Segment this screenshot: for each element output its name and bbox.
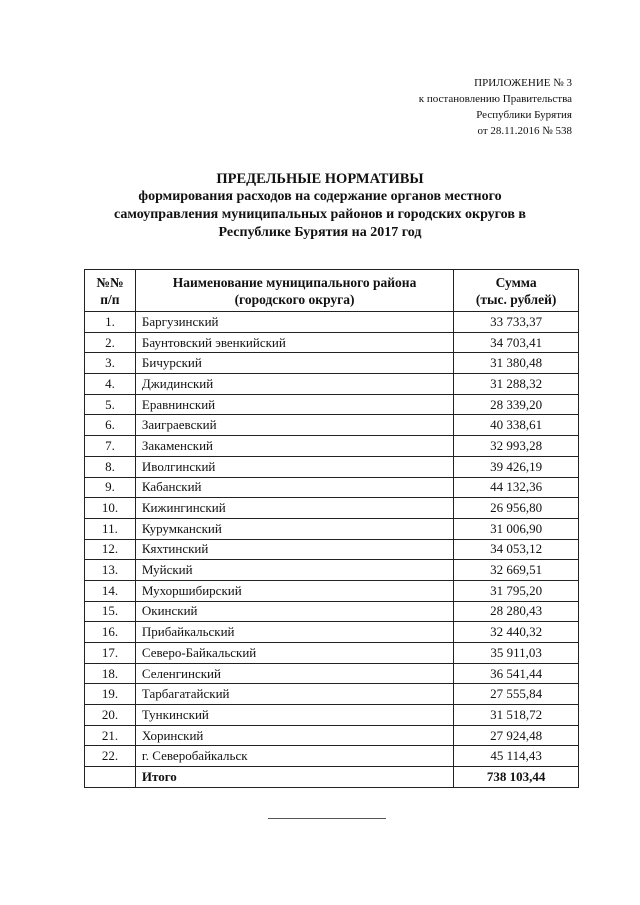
row-name: Курумканский bbox=[135, 518, 453, 539]
table-row bbox=[85, 725, 579, 746]
header-num bbox=[85, 270, 136, 312]
total-row bbox=[85, 767, 579, 788]
closing-rule bbox=[268, 818, 386, 819]
row-sum: 32 993,28 bbox=[454, 436, 579, 457]
row-sum: 32 440,32 bbox=[454, 622, 579, 643]
row-sum: 28 280,43 bbox=[454, 601, 579, 622]
table-row bbox=[85, 498, 579, 519]
row-sum: 34 053,12 bbox=[454, 539, 579, 560]
row-sum: 31 518,72 bbox=[454, 705, 579, 726]
appendix-line-resolution: к постановлению Правительства bbox=[418, 93, 572, 105]
row-number: 9. bbox=[85, 477, 136, 498]
row-name: Баунтовский эвенкийский bbox=[135, 332, 453, 353]
row-number: 22. bbox=[85, 746, 136, 767]
row-name: Кабанский bbox=[135, 477, 453, 498]
row-number: 20. bbox=[85, 705, 136, 726]
table-row bbox=[85, 518, 579, 539]
table-row bbox=[85, 684, 579, 705]
row-sum: 35 911,03 bbox=[454, 643, 579, 664]
row-sum: 31 006,90 bbox=[454, 518, 579, 539]
row-number: 16. bbox=[85, 622, 136, 643]
row-name: Иволгинский bbox=[135, 456, 453, 477]
title-line-3: самоуправления муниципальных районов и городских округов в bbox=[114, 207, 526, 222]
row-number: 2. bbox=[85, 332, 136, 353]
header-sum-line2: (тыс. рублей) bbox=[475, 291, 557, 307]
row-number: 15. bbox=[85, 601, 136, 622]
row-name: Бичурский bbox=[135, 353, 453, 374]
row-sum: 31 795,20 bbox=[454, 580, 579, 601]
row-name: Кижингинский bbox=[135, 498, 453, 519]
row-sum: 36 541,44 bbox=[454, 663, 579, 684]
table-row bbox=[85, 663, 579, 684]
row-number: 14. bbox=[85, 580, 136, 601]
row-name: Баргузинский bbox=[135, 312, 453, 333]
row-number: 10. bbox=[85, 498, 136, 519]
table-row bbox=[85, 477, 579, 498]
row-number: 11. bbox=[85, 518, 136, 539]
table-row bbox=[85, 622, 579, 643]
row-name: Муйский bbox=[135, 560, 453, 581]
row-name: Окинский bbox=[135, 601, 453, 622]
table-row bbox=[85, 539, 579, 560]
table-row bbox=[85, 456, 579, 477]
row-number: 18. bbox=[85, 663, 136, 684]
total-label: Итого bbox=[135, 767, 453, 788]
row-sum: 33 733,37 bbox=[454, 312, 579, 333]
row-name: Еравнинский bbox=[135, 394, 453, 415]
table-row bbox=[85, 353, 579, 374]
row-number: 6. bbox=[85, 415, 136, 436]
row-sum: 44 132,36 bbox=[454, 477, 579, 498]
header-sum bbox=[454, 270, 579, 312]
title-line-4: Республике Бурятия на 2017 год bbox=[218, 225, 422, 240]
appendix-number: ПРИЛОЖЕНИЕ № 3 bbox=[474, 77, 572, 89]
row-sum: 26 956,80 bbox=[454, 498, 579, 519]
row-name: Джидинский bbox=[135, 374, 453, 395]
row-number: 3. bbox=[85, 353, 136, 374]
row-name: Мухоршибирский bbox=[135, 580, 453, 601]
table-row bbox=[85, 643, 579, 664]
table-row bbox=[85, 705, 579, 726]
row-name: Хоринский bbox=[135, 725, 453, 746]
row-sum: 34 703,41 bbox=[454, 332, 579, 353]
table-row bbox=[85, 332, 579, 353]
row-name: Тункинский bbox=[135, 705, 453, 726]
total-num-cell bbox=[85, 767, 136, 788]
table-row bbox=[85, 312, 579, 333]
row-number: 8. bbox=[85, 456, 136, 477]
row-sum: 31 380,48 bbox=[454, 353, 579, 374]
table-row bbox=[85, 560, 579, 581]
row-name: г. Северобайкальск bbox=[135, 746, 453, 767]
header-name bbox=[135, 270, 453, 312]
row-name: Тарбагатайский bbox=[135, 684, 453, 705]
row-number: 7. bbox=[85, 436, 136, 457]
table-row bbox=[85, 580, 579, 601]
row-name: Селенгинский bbox=[135, 663, 453, 684]
header-name-line1: Наименование муниципального района bbox=[172, 274, 417, 290]
row-number: 1. bbox=[85, 312, 136, 333]
table-row bbox=[85, 415, 579, 436]
table-row bbox=[85, 394, 579, 415]
row-number: 5. bbox=[85, 394, 136, 415]
appendix-date-number: от 28.11.2016 № 538 bbox=[477, 125, 572, 137]
header-sum-line1: Сумма bbox=[495, 274, 537, 290]
table-row bbox=[85, 601, 579, 622]
row-sum: 28 339,20 bbox=[454, 394, 579, 415]
row-sum: 45 114,43 bbox=[454, 746, 579, 767]
row-sum: 32 669,51 bbox=[454, 560, 579, 581]
row-number: 13. bbox=[85, 560, 136, 581]
row-sum: 27 555,84 bbox=[454, 684, 579, 705]
row-number: 21. bbox=[85, 725, 136, 746]
row-number: 4. bbox=[85, 374, 136, 395]
total-sum: 738 103,44 bbox=[454, 767, 579, 788]
row-sum: 27 924,48 bbox=[454, 725, 579, 746]
row-sum: 31 288,32 bbox=[454, 374, 579, 395]
row-sum: 40 338,61 bbox=[454, 415, 579, 436]
appendix-header bbox=[419, 75, 572, 139]
row-number: 19. bbox=[85, 684, 136, 705]
row-number: 12. bbox=[85, 539, 136, 560]
row-number: 17. bbox=[85, 643, 136, 664]
table-row bbox=[85, 374, 579, 395]
row-name: Заиграевский bbox=[135, 415, 453, 436]
title-line-1: ПРЕДЕЛЬНЫЕ НОРМАТИВЫ bbox=[216, 171, 424, 187]
table-header-row bbox=[85, 270, 579, 312]
table-row bbox=[85, 436, 579, 457]
appendix-line-republic: Республики Бурятия bbox=[476, 109, 572, 121]
document-title bbox=[0, 170, 640, 242]
row-name: Прибайкальский bbox=[135, 622, 453, 643]
header-name-line2: (городского округа) bbox=[234, 291, 355, 307]
title-line-2: формирования расходов на содержание органов местного bbox=[138, 189, 502, 204]
row-name: Северо-Байкальский bbox=[135, 643, 453, 664]
row-name: Закаменский bbox=[135, 436, 453, 457]
header-num-line1: №№ bbox=[96, 274, 124, 290]
header-num-line2: п/п bbox=[100, 291, 120, 307]
table-body bbox=[85, 312, 579, 767]
row-sum: 39 426,19 bbox=[454, 456, 579, 477]
table-row bbox=[85, 746, 579, 767]
norms-table bbox=[84, 269, 579, 788]
row-name: Кяхтинский bbox=[135, 539, 453, 560]
